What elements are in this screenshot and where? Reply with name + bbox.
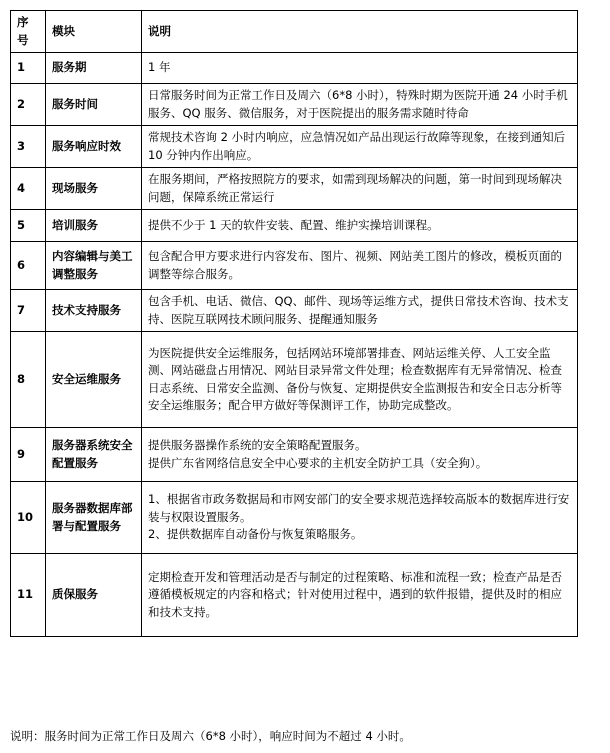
row-description: 提供不少于 1 天的软件安装、配置、维护实操培训课程。 bbox=[142, 210, 578, 242]
row-number: 8 bbox=[11, 332, 46, 428]
row-number: 2 bbox=[11, 84, 46, 126]
row-description: 1、根据省市政务数据局和市网安部门的安全要求规范选择较高版本的数据库进行安装与权限设置服务。 2、提供数据库自动备份与恢复策略服务。 bbox=[142, 482, 578, 554]
table-row bbox=[11, 242, 578, 290]
row-number: 3 bbox=[11, 126, 46, 168]
row-module: 服务时间 bbox=[46, 84, 142, 126]
row-module: 培训服务 bbox=[46, 210, 142, 242]
table-row bbox=[11, 554, 578, 637]
footer-note: 说明：服务时间为正常工作日及周六（6*8 小时），响应时间为不超过 4 小时。 bbox=[10, 729, 411, 743]
row-number: 6 bbox=[11, 242, 46, 290]
row-number: 10 bbox=[11, 482, 46, 554]
row-module: 服务响应时效 bbox=[46, 126, 142, 168]
row-module: 质保服务 bbox=[46, 554, 142, 637]
row-number: 4 bbox=[11, 168, 46, 210]
row-number: 9 bbox=[11, 428, 46, 482]
row-module: 服务器系统安全配置服务 bbox=[46, 428, 142, 482]
header-description: 说明 bbox=[142, 11, 578, 53]
table-body bbox=[11, 53, 578, 637]
row-description: 为医院提供安全运维服务，包括网站环境部署排查、网站运维关停、人工安全监测、网站磁盘占用情况、网站目录异常文件处理；检查数据库有无异常情况、检查日志系统、日常安全监测、备份与恢复、定期提供安全监测报告和安全日志分析等安全运维服务；配合甲方做好等保测评工作，协助完成整改。 bbox=[142, 332, 578, 428]
table-row bbox=[11, 428, 578, 482]
table-row bbox=[11, 126, 578, 168]
table-header-row bbox=[11, 11, 578, 53]
row-number: 1 bbox=[11, 53, 46, 84]
row-description: 常规技术咨询 2 小时内响应，应急情况如产品出现运行故障等现象，在接到通知后 10 分钟内作出响应。 bbox=[142, 126, 578, 168]
row-number: 5 bbox=[11, 210, 46, 242]
row-description: 包含配合甲方要求进行内容发布、图片、视频、网站美工图片的修改，模板页面的调整等综合服务。 bbox=[142, 242, 578, 290]
row-description: 在服务期间，严格按照院方的要求，如需到现场解决的问题，第一时间到现场解决问题，保障系统正常运行 bbox=[142, 168, 578, 210]
table-row bbox=[11, 482, 578, 554]
table-row bbox=[11, 290, 578, 332]
row-module: 现场服务 bbox=[46, 168, 142, 210]
table-row bbox=[11, 53, 578, 84]
table-row bbox=[11, 84, 578, 126]
row-description: 日常服务时间为正常工作日及周六（6*8 小时），特殊时期为医院开通 24 小时手机服务、QQ 服务、微信服务，对于医院提出的服务需求随时待命 bbox=[142, 84, 578, 126]
row-module: 服务器数据库部署与配置服务 bbox=[46, 482, 142, 554]
table-row bbox=[11, 332, 578, 428]
table-row bbox=[11, 168, 578, 210]
row-number: 7 bbox=[11, 290, 46, 332]
row-module: 服务期 bbox=[46, 53, 142, 84]
row-module: 技术支持服务 bbox=[46, 290, 142, 332]
row-description: 提供服务器操作系统的安全策略配置服务。 提供广东省网络信息安全中心要求的主机安全防护工具（安全狗）。 bbox=[142, 428, 578, 482]
header-no: 序号 bbox=[11, 11, 46, 53]
row-module: 安全运维服务 bbox=[46, 332, 142, 428]
service-table bbox=[10, 10, 578, 637]
row-module: 内容编辑与美工调整服务 bbox=[46, 242, 142, 290]
row-description: 1 年 bbox=[142, 53, 578, 84]
row-number: 11 bbox=[11, 554, 46, 637]
row-description: 定期检查开发和管理活动是否与制定的过程策略、标准和流程一致；检查产品是否遵循模板规定的内容和格式；针对使用过程中，遇到的软件报错，提供及时的相应和技术支持。 bbox=[142, 554, 578, 637]
table-row bbox=[11, 210, 578, 242]
row-description: 包含手机、电话、微信、QQ、邮件、现场等运维方式，提供日常技术咨询、技术支持、医院互联网技术顾问服务、提醒通知服务 bbox=[142, 290, 578, 332]
header-module: 模块 bbox=[46, 11, 142, 53]
